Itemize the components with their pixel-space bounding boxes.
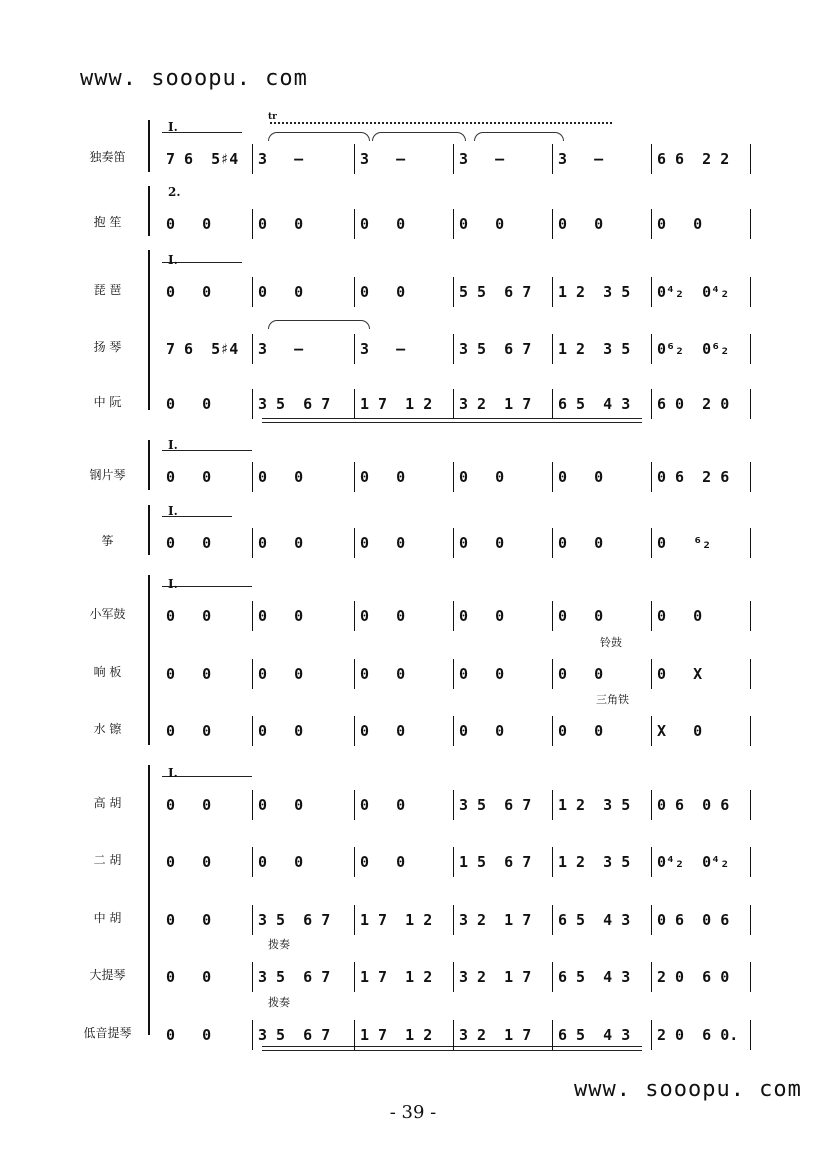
instrument-label: 扬 琴 <box>93 340 122 354</box>
measure-cell: 0 0 <box>166 722 212 740</box>
measure-cell: 0 0 <box>166 665 212 683</box>
measure-cell: 6 5 4 3 <box>558 968 631 986</box>
barline <box>552 601 553 631</box>
measure-cell: 0 0 <box>657 607 703 625</box>
measure-cell: 3 – <box>360 340 406 358</box>
barline <box>453 1020 454 1050</box>
instrument-label: 独奏笛 <box>89 150 126 164</box>
barline <box>651 334 652 364</box>
barline <box>252 277 253 307</box>
barline <box>252 462 253 492</box>
barline <box>750 659 751 689</box>
measure-cell: 0 0 <box>360 468 406 486</box>
barline <box>552 905 553 935</box>
barline <box>552 209 553 239</box>
measure-cell: 5 5 6 7 <box>459 283 532 301</box>
barline <box>651 790 652 820</box>
measure-cell: 6 5 4 3 <box>558 395 631 413</box>
measure-cell: 3 5 6 7 <box>258 968 331 986</box>
measure-cell: 0 0 <box>166 395 212 413</box>
measure-cell: 3 – <box>459 150 505 168</box>
barline <box>453 905 454 935</box>
barline <box>552 659 553 689</box>
barline <box>453 389 454 419</box>
measure-cell: 1 7 1 2 <box>360 395 433 413</box>
annotation-san-jiao-tie: 三角铁 <box>596 693 629 706</box>
measure-cell: 0 0 <box>166 968 212 986</box>
measure-cell: 0 0 <box>258 853 304 871</box>
barline <box>651 144 652 174</box>
barline <box>651 277 652 307</box>
tie-2 <box>372 132 466 141</box>
watermark-bottom: www. sooopu. com <box>574 1077 802 1102</box>
barline <box>354 277 355 307</box>
measure-cell: 3 2 1 7 <box>459 395 532 413</box>
barline <box>552 1020 553 1050</box>
instrument-label: 琵 琶 <box>93 283 122 297</box>
measure-cell: 1 2 3 5 <box>558 340 631 358</box>
barline <box>651 601 652 631</box>
barline <box>750 1020 751 1050</box>
barline <box>750 389 751 419</box>
measure-cell: 0 6 0 6 <box>657 796 730 814</box>
barline <box>354 601 355 631</box>
volta-mark: I. <box>168 253 178 267</box>
annotation-bo-zou-2: 拨奏 <box>268 996 290 1009</box>
measure-cell: 0 0 <box>166 607 212 625</box>
barline <box>453 209 454 239</box>
stem-line-1 <box>262 418 642 423</box>
measure-cell: 0 0 <box>558 722 604 740</box>
barline <box>750 334 751 364</box>
measure-cell: 3 2 1 7 <box>459 1026 532 1044</box>
measure-cell: 6 6 2 2 <box>657 150 730 168</box>
barline <box>453 790 454 820</box>
barline <box>651 659 652 689</box>
barline <box>552 790 553 820</box>
barline <box>552 334 553 364</box>
barline <box>252 209 253 239</box>
instrument-label: 中 阮 <box>93 395 122 409</box>
brace-5 <box>148 505 150 555</box>
barline <box>750 209 751 239</box>
tie-1 <box>268 132 370 141</box>
barline <box>750 277 751 307</box>
measure-cell: 1 2 3 5 <box>558 853 631 871</box>
barline <box>453 601 454 631</box>
measure-cell: 3 5 6 7 <box>258 395 331 413</box>
volta-mark: 2. <box>168 185 181 199</box>
barline <box>354 905 355 935</box>
volta-mark: I. <box>168 766 178 780</box>
instrument-label: 钢片琴 <box>89 468 126 482</box>
measure-cell: 0⁴₂ 0⁴₂ <box>657 853 730 871</box>
measure-cell: 1 2 3 5 <box>558 283 631 301</box>
brace-1 <box>148 120 150 172</box>
barline <box>354 462 355 492</box>
barline <box>552 847 553 877</box>
measure-cell: 3 5 6 7 <box>258 911 331 929</box>
barline <box>453 277 454 307</box>
brace-2 <box>148 186 150 236</box>
barline <box>453 144 454 174</box>
barline <box>354 962 355 992</box>
barline <box>252 528 253 558</box>
measure-cell: 0 0 <box>558 468 604 486</box>
barline <box>651 905 652 935</box>
barline <box>252 905 253 935</box>
measure-cell: 0 0 <box>258 283 304 301</box>
annotation-ling-gu: 铃鼓 <box>600 636 622 649</box>
measure-cell: 0 0 <box>360 722 406 740</box>
stem-line-2 <box>262 1046 642 1051</box>
measure-cell: 3 2 1 7 <box>459 968 532 986</box>
barline <box>552 462 553 492</box>
measure-cell: 3 – <box>360 150 406 168</box>
volta-mark: I. <box>168 438 178 452</box>
measure-cell: 1 7 1 2 <box>360 911 433 929</box>
trill-line <box>270 122 612 128</box>
barline <box>354 716 355 746</box>
barline <box>453 716 454 746</box>
measure-cell: 0 0 <box>558 607 604 625</box>
measure-cell: 3 5 6 7 <box>459 340 532 358</box>
measure-cell: 0 0 <box>558 215 604 233</box>
barline <box>552 528 553 558</box>
barline <box>552 962 553 992</box>
barline <box>453 462 454 492</box>
trill-mark: tr <box>268 112 277 122</box>
volta-mark: I. <box>168 504 178 518</box>
barline <box>750 716 751 746</box>
measure-cell: 0 0 <box>360 853 406 871</box>
measure-cell: 0 0 <box>258 665 304 683</box>
barline <box>252 790 253 820</box>
barline <box>252 601 253 631</box>
measure-cell: 0 0 <box>360 796 406 814</box>
barline <box>252 389 253 419</box>
volta-mark: I. <box>168 120 178 134</box>
measure-cell: 0 0 <box>360 215 406 233</box>
instrument-label: 大提琴 <box>89 968 126 982</box>
measure-cell: 1 5 6 7 <box>459 853 532 871</box>
instrument-label: 小军鼓 <box>89 607 126 621</box>
barline <box>552 277 553 307</box>
barline <box>354 1020 355 1050</box>
barline <box>651 847 652 877</box>
instrument-label: 筝 <box>101 534 114 548</box>
barline <box>252 659 253 689</box>
measure-cell: 0 0 <box>459 665 505 683</box>
instrument-label: 中 胡 <box>93 911 122 925</box>
measure-cell: 6 0 2 0 <box>657 395 730 413</box>
measure-cell: 7 6 5♯4 <box>166 150 239 168</box>
barline <box>354 790 355 820</box>
barline <box>651 209 652 239</box>
barline <box>750 462 751 492</box>
instrument-label: 水 镲 <box>93 722 122 736</box>
instrument-label: 抱 笙 <box>93 215 122 229</box>
measure-cell: 0 0 <box>166 468 212 486</box>
barline <box>750 144 751 174</box>
measure-cell: 2 0 6 0 <box>657 968 730 986</box>
barline <box>354 847 355 877</box>
barline <box>252 1020 253 1050</box>
barline <box>252 716 253 746</box>
instrument-label: 响 板 <box>93 665 122 679</box>
annotation-bo-zou-1: 拨奏 <box>268 938 290 951</box>
barline <box>354 659 355 689</box>
barline <box>252 962 253 992</box>
brace-4 <box>148 440 150 490</box>
measure-cell: 0 0 <box>459 722 505 740</box>
measure-cell: 0 0 <box>166 853 212 871</box>
barline <box>354 389 355 419</box>
measure-cell: 3 – <box>258 150 304 168</box>
measure-cell: 0 ⁶₂ <box>657 534 712 552</box>
barline <box>354 334 355 364</box>
barline <box>651 716 652 746</box>
measure-cell: 2 0 6 0. <box>657 1026 739 1044</box>
measure-cell: 3 2 1 7 <box>459 911 532 929</box>
barline <box>453 847 454 877</box>
barline <box>552 389 553 419</box>
measure-cell: 3 5 6 7 <box>258 1026 331 1044</box>
barline <box>651 1020 652 1050</box>
barline <box>252 334 253 364</box>
watermark-top: www. sooopu. com <box>80 66 308 91</box>
measure-cell: 0 0 <box>360 665 406 683</box>
barline <box>354 144 355 174</box>
barline <box>651 528 652 558</box>
barline <box>453 962 454 992</box>
measure-cell: 0 0 <box>258 468 304 486</box>
measure-cell: 0 0 <box>360 283 406 301</box>
instrument-label: 高 胡 <box>93 796 122 810</box>
barline <box>453 659 454 689</box>
barline <box>552 716 553 746</box>
measure-cell: 0 0 <box>459 534 505 552</box>
measure-cell: 0 X <box>657 665 703 683</box>
measure-cell: 0 0 <box>459 468 505 486</box>
measure-cell: 0 0 <box>166 215 212 233</box>
measure-cell: 0 0 <box>558 534 604 552</box>
measure-cell: 0 0 <box>166 534 212 552</box>
tie-4 <box>268 320 370 329</box>
measure-cell: 3 – <box>558 150 604 168</box>
barline <box>651 962 652 992</box>
brace-6 <box>148 575 150 745</box>
barline <box>252 847 253 877</box>
measure-cell: 0 0 <box>166 796 212 814</box>
measure-cell: 3 5 6 7 <box>459 796 532 814</box>
measure-cell: 0 0 <box>459 607 505 625</box>
measure-cell: 0 0 <box>657 215 703 233</box>
volta-mark: I. <box>168 577 178 591</box>
barline <box>354 528 355 558</box>
barline <box>552 144 553 174</box>
measure-cell: 0 0 <box>558 665 604 683</box>
measure-cell: 7 6 5♯4 <box>166 340 239 358</box>
measure-cell: 0⁶₂ 0⁶₂ <box>657 340 730 358</box>
measure-cell: 0 0 <box>258 607 304 625</box>
measure-cell: 6 5 4 3 <box>558 911 631 929</box>
measure-cell: 0 0 <box>166 911 212 929</box>
instrument-label: 二 胡 <box>93 853 122 867</box>
measure-cell: 1 7 1 2 <box>360 968 433 986</box>
page-number: - 39 - <box>389 1102 437 1123</box>
barline <box>651 389 652 419</box>
measure-cell: 0 0 <box>258 215 304 233</box>
barline <box>750 790 751 820</box>
measure-cell: 0 0 <box>166 1026 212 1044</box>
barline <box>750 847 751 877</box>
tie-3 <box>474 132 564 141</box>
measure-cell: 6 5 4 3 <box>558 1026 631 1044</box>
measure-cell: 0 0 <box>360 607 406 625</box>
brace-3 <box>148 250 150 410</box>
barline <box>651 462 652 492</box>
measure-cell: 0 0 <box>360 534 406 552</box>
measure-cell: 0 0 <box>258 722 304 740</box>
instrument-label: 低音提琴 <box>83 1026 132 1040</box>
measure-cell: 0⁴₂ 0⁴₂ <box>657 283 730 301</box>
barline <box>354 209 355 239</box>
barline <box>750 962 751 992</box>
brace-7 <box>148 765 150 1035</box>
barline <box>750 601 751 631</box>
barline <box>252 144 253 174</box>
measure-cell: 1 7 1 2 <box>360 1026 433 1044</box>
measure-cell: 0 0 <box>258 796 304 814</box>
measure-cell: 3 – <box>258 340 304 358</box>
measure-cell: 1 2 3 5 <box>558 796 631 814</box>
measure-cell: 0 6 0 6 <box>657 911 730 929</box>
measure-cell: X 0 <box>657 722 703 740</box>
measure-cell: 0 0 <box>258 534 304 552</box>
barline <box>750 905 751 935</box>
measure-cell: 0 6 2 6 <box>657 468 730 486</box>
measure-cell: 0 0 <box>459 215 505 233</box>
barline <box>453 528 454 558</box>
barline <box>750 528 751 558</box>
barline <box>453 334 454 364</box>
measure-cell: 0 0 <box>166 283 212 301</box>
